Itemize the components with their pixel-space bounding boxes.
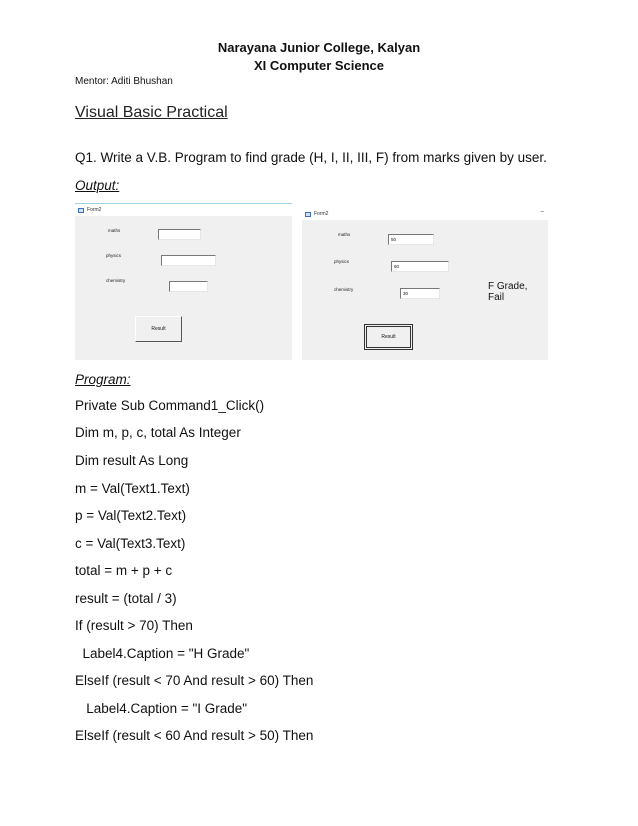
subject-name: XI Computer Science (253, 58, 385, 73)
form-icon (305, 212, 311, 217)
code-line: ElseIf (result < 60 And result > 50) Then (75, 728, 314, 743)
code-line: Dim m, p, c, total As Integer (75, 425, 241, 440)
code-line: c = Val(Text3.Text) (75, 536, 186, 551)
code-line: Dim result As Long (75, 453, 189, 468)
maths-textbox[interactable]: 50 (388, 234, 434, 245)
chemistry-textbox[interactable]: 30 (400, 288, 440, 299)
physics-textbox[interactable]: 60 (391, 261, 449, 272)
code-line: result = (total / 3) (75, 591, 177, 606)
label-maths: maths (338, 232, 351, 237)
code-line: If (result > 70) Then (75, 618, 193, 633)
chemistry-textbox[interactable] (169, 281, 208, 292)
code-line: Label4.Caption = "I Grade" (75, 701, 248, 716)
form-icon (78, 208, 84, 213)
form-screenshot-run (302, 208, 548, 360)
minimize-button[interactable]: – (540, 209, 544, 215)
code-line: Private Sub Command1_Click() (75, 398, 265, 413)
code-line: m = Val(Text1.Text) (75, 481, 190, 496)
label-physics: physics (106, 253, 122, 258)
result-button[interactable]: Result (135, 316, 182, 342)
code-line: p = Val(Text2.Text) (75, 508, 187, 523)
question-text: Q1. Write a V.B. Program to find grade (H, I, II, III, F) from marks given by user. (75, 150, 547, 165)
form-title: Form2 (87, 207, 102, 213)
form-screenshot-design (75, 204, 292, 360)
form-titlebar (75, 204, 292, 216)
grade-label (488, 281, 527, 303)
program-heading: Program: (75, 372, 131, 387)
label-maths: maths (108, 228, 121, 233)
code-line: Label4.Caption = "H Grade" (75, 646, 250, 661)
section-title: Visual Basic Practical (75, 104, 228, 121)
maths-textbox[interactable] (158, 229, 201, 240)
mentor-line: Mentor: Aditi Bhushan (75, 76, 173, 87)
output-heading: Output: (75, 178, 120, 193)
form-title: Form2 (314, 211, 329, 217)
code-line: ElseIf (result < 70 And result > 60) Then (75, 673, 314, 688)
code-line: total = m + p + c (75, 563, 173, 578)
physics-textbox[interactable] (161, 255, 216, 266)
form-titlebar (302, 208, 548, 220)
label-physics: physics (334, 259, 350, 264)
grade-line-1: F Grade, (488, 281, 528, 292)
result-button[interactable]: Result (364, 324, 413, 350)
label-chemistry: chemistry (106, 278, 126, 283)
label-chemistry: chemistry (334, 287, 354, 292)
grade-line-2: Fail (488, 292, 505, 303)
college-name: Narayana Junior College, Kalyan (217, 40, 421, 55)
